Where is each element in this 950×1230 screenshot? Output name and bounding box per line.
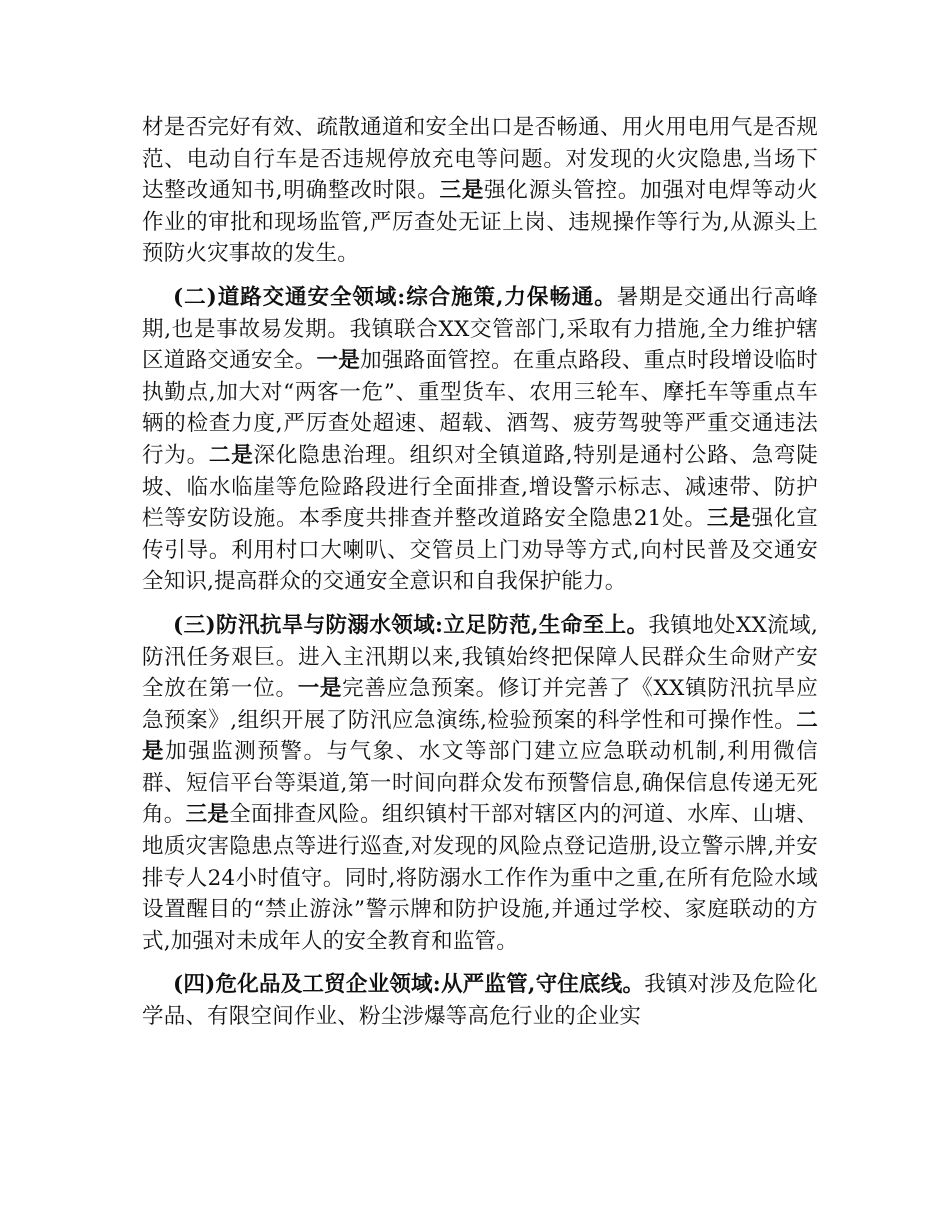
text-segment: 材是否完好有效、疏散通道和安全出口是否畅通、用火用电用气是否规范、电动自行车是否违规停放充电等问题。对发现的火灾隐患,当场下达整改通知书,明确整改时限。 — [142, 115, 818, 204]
paragraph-flood-drowning — [142, 610, 818, 958]
text-segment: 暑期是交通出行高峰期,也是事故易发期。我镇联合XX交管部门,采取有力措施,全力维护辖区道路交通安全。 — [142, 284, 818, 374]
text-segment: 全面排查风险。组织镇村干部对辖区内的河道、水库、山塘、地质灾害隐患点等进行巡查,对发现的风险点登记造册,设立警示牌,并安排专人24小时值守。同时,将防溺水工作作为重中之重,在所有危险水域设置醒目的“禁止游泳”警示牌和防护设施,并通过学校、家庭联动的方式,加强对未成年人的安全教育和监管。 — [142, 802, 818, 954]
text-segment: 深化隐患治理。组织对全镇道路,特别是通村公路、急弯陡坡、临水临崖等危险路段进行全面排查,增设警示标志、减速带、防护栏等安防设施。本季度共排查并整改道路安全隐患21处。 — [142, 442, 819, 532]
bold-marker-three: 三是 — [706, 506, 752, 532]
bold-marker-two: 二是 — [142, 707, 818, 765]
section-heading-hazardous-chemicals: (四)危化品及工贸企业领域:从严监管,守住底线。 — [173, 972, 645, 998]
text-segment: 强化源头管控。加强对电焊等动火作业的审批和现场监管,严厉查处无证上岗、违规操作等行为,从源头上预防火灾事故的发生。 — [142, 178, 818, 267]
section-heading-flood-drowning: (三)防汛抗旱与防溺水领域:立足防范,生命至上。 — [173, 612, 649, 638]
bold-marker-three: 三是 — [439, 178, 485, 204]
section-heading-road-traffic: (二)道路交通安全领域:综合施策,力保畅通。 — [173, 284, 617, 310]
bold-marker-two: 二是 — [208, 442, 254, 468]
bold-marker-one: 一是 — [316, 348, 361, 374]
text-segment: 我镇对涉及危险化学品、有限空间作业、粉尘涉爆等高危行业的企业实 — [142, 972, 818, 1030]
document-page — [142, 112, 818, 1033]
text-segment: 加强监测预警。与气象、水文等部门建立应急联动机制,利用微信群、短信平台等渠道,第一时间向群众发布预警信息,确保信息传递无死角。 — [142, 739, 819, 828]
text-segment: 加强路面管控。在重点路段、重点时段增设临时执勤点,加大对“两客一危”、重型货车、农用三轮车、摩托车等重点车辆的检查力度,严厉查处超速、超载、酒驾、疲劳驾驶等严重交通违法行为。 — [142, 348, 818, 468]
paragraph-hazardous-chemicals — [142, 969, 818, 1032]
paragraph-road-traffic — [142, 282, 818, 598]
paragraph-fire-safety-continued — [142, 112, 818, 270]
text-segment: 我镇地处XX流域,防汛任务艰巨。进入主汛期以来,我镇始终把保障人民群众生命财产安全放在第一位。 — [142, 612, 819, 702]
text-segment: 强化宣传引导。利用村口大喇叭、交管员上门劝导等方式,向村民普及交通安全知识,提高群众的交通安全意识和自我保护能力。 — [142, 506, 818, 595]
text-segment: 完善应急预案。修订并完善了《XX镇防汛抗旱应急预案》,组织开展了防汛应急演练,检验预案的科学性和可操作性。 — [142, 676, 818, 733]
bold-marker-one: 一是 — [297, 676, 343, 702]
bold-marker-three: 三是 — [185, 802, 230, 828]
